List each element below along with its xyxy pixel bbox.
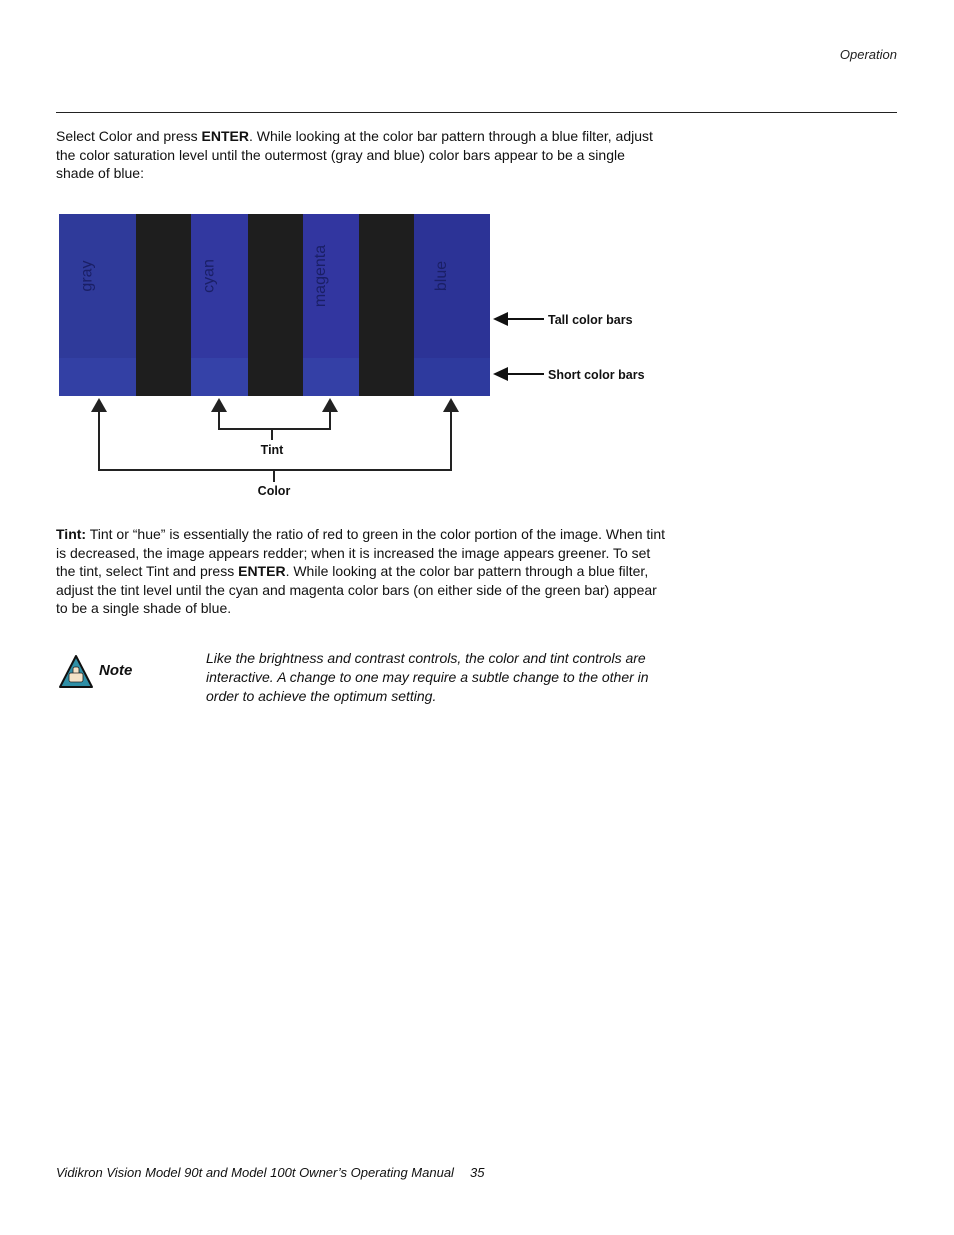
color-bars — [59, 214, 490, 396]
short-bars-arrow — [493, 367, 544, 381]
cyan-bar-arrow-icon — [211, 398, 227, 412]
note-text: Like the brightness and contrast controls, the color and tint controls are interactive. A change to one may require a subtle change to the other in order to achieve the optimum setting. — [206, 650, 649, 704]
tint-label: Tint — [260, 443, 284, 457]
tall-bars-arrow — [493, 312, 544, 326]
tint-enter-key: ENTER — [238, 563, 286, 580]
intro-paragraph — [56, 127, 666, 183]
short-bar-black-5 — [359, 358, 414, 396]
tint-paragraph — [56, 525, 666, 618]
blue-bar-arrow-icon — [443, 398, 459, 412]
short-bar-gray — [59, 358, 136, 396]
tint-text-after: . While looking at the color bar pattern through a blue filter, adjust the tint level until the cyan and magenta color bars (on either side of the green bar) appear to be a single shade of blue. — [56, 563, 657, 617]
intro-text-after: . While looking at the color bar pattern through a blue filter, adjust the color saturation level until the outermost (gray and blue) color bars appear to be a single shade of blue: — [56, 128, 653, 182]
bar-label-gray: gray — [78, 260, 96, 292]
note-label: Note — [99, 662, 133, 679]
bar-label-magenta: magenta — [312, 244, 330, 308]
footer-manual-title: Vidikron Vision Model 90t and Model 100t Owner’s Operating Manual — [56, 1165, 454, 1180]
short-bar-black-1 — [136, 358, 191, 396]
tall-bar-black-3 — [248, 214, 303, 358]
tall-color-bars-label: Tall color bars — [548, 313, 633, 327]
tall-bar-gray — [59, 214, 136, 358]
bar-label-blue: blue — [433, 260, 451, 292]
short-bar-magenta — [303, 358, 359, 396]
gray-bar-arrow-icon — [91, 398, 107, 412]
tall-bar-black-1 — [136, 214, 191, 358]
short-bar-cyan — [191, 358, 248, 396]
short-bar-blue — [414, 358, 490, 396]
magenta-bar-arrow-icon — [322, 398, 338, 412]
tint-heading: Tint: — [56, 526, 87, 542]
header-section-title: Operation — [839, 47, 897, 62]
color-label: Color — [257, 484, 291, 498]
tint-bracket — [219, 412, 330, 440]
tall-bar-black-5 — [359, 214, 414, 358]
short-bar-black-3 — [248, 358, 303, 396]
tall-bar-blue — [414, 214, 490, 358]
intro-text-before: Select Color and press — [56, 128, 202, 144]
header-rule — [56, 112, 897, 113]
tall-bar-cyan — [191, 214, 248, 358]
short-color-bars-label: Short color bars — [548, 368, 645, 382]
page-number: 35 — [470, 1165, 485, 1180]
note-hand-icon — [58, 654, 94, 690]
tint-text-before: Tint or “hue” is essentially the ratio of red to green in the color portion of the image. When tint is decreased, the image appears redder; when it is increased the image appears greener. To set the tint, select Tint and press — [56, 526, 666, 580]
intro-enter-key: ENTER — [201, 128, 249, 144]
color-bar-figure — [56, 208, 676, 508]
bar-label-cyan: cyan — [200, 259, 218, 293]
